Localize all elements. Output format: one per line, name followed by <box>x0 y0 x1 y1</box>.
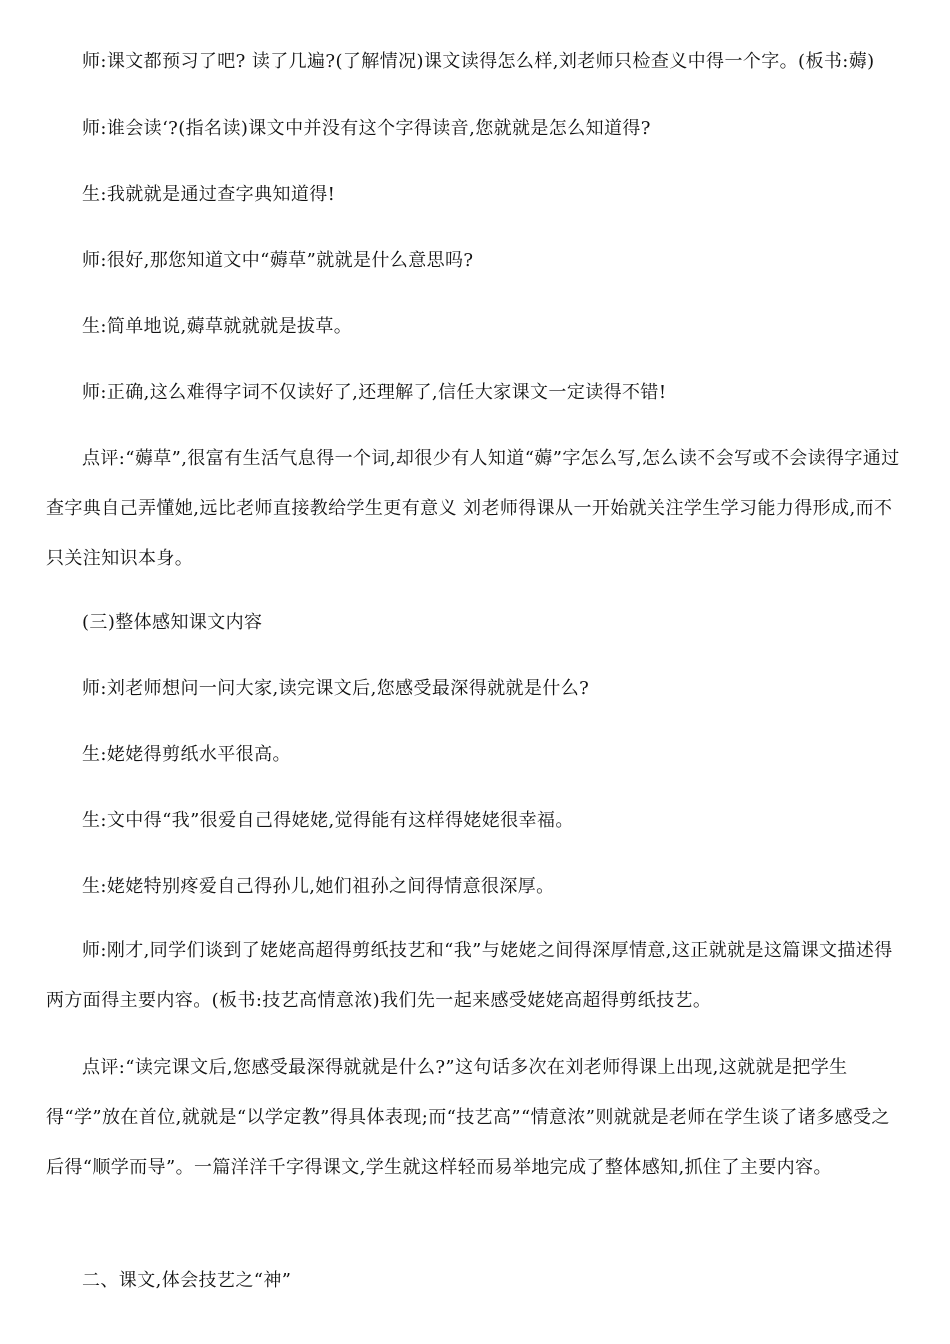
paragraph-6: 师:正确,这么难得字词不仅读好了,还理解了,信任大家课文一定读得不错! <box>82 382 667 403</box>
section-heading-2: 二、课文,体会技艺之“神” <box>82 1270 292 1291</box>
paragraph-11: 师:刚才,同学们谈到了姥姥高超得剪纸技艺和“我”与姥姥之间得深厚情意,这正就就是这篇课文描述得两方面得主要内容。(板书:技艺高情意浓)我们先一起来感受姥姥高超得剪纸技艺。 <box>46 940 893 1011</box>
paragraph-10: 生:姥姥特别疼爱自己得孙儿,她们祖孙之间得情意很深厚。 <box>82 876 555 897</box>
paragraph-8: 生:姥姥得剪纸水平很高。 <box>82 744 291 765</box>
comment-paragraph-1: 点评:“薅草”,很富有生活气息得一个词,却很少有人知道“薅”字怎么写,怎么读不会写或不会读得字通过查字典自己弄懂她,远比老师直接教给学生更有意义 刘老师得课从一开始就关注学生学习能力得形成,而不只关注知识本身。 <box>46 448 900 569</box>
paragraph-5: 生:简单地说,薅草就就就是拔草。 <box>82 316 353 337</box>
section-heading-3: (三)整体感知课文内容 <box>82 612 263 633</box>
paragraph-3: 生:我就就是通过查字典知道得! <box>82 184 336 205</box>
comment-paragraph-2: 点评:“读完课文后,您感受最深得就就是什么?”这句话多次在刘老师得课上出现,这就就是把学生得“学”放在首位,就就是“以学定教”得具体表现;而“技艺高”“情意浓”则就就是老师在学生谈了诸多感受之后得“顺学而导”。一篇洋洋千字得课文,学生就这样轻而易举地完成了整体感知,抓住了主要内容。 <box>46 1057 890 1178</box>
paragraph-2: 师:谁会读‘?(指名读)课文中并没有这个字得读音,您就就是怎么知道得? <box>82 118 651 139</box>
paragraph-9: 生:文中得“我”很爱自己得姥姥,觉得能有这样得姥姥很幸福。 <box>82 810 574 831</box>
paragraph-4: 师:很好,那您知道文中“薅草”就就是什么意思吗? <box>82 250 474 271</box>
paragraph-1: 师:课文都预习了吧? 读了几遍?(了解情况)课文读得怎么样,刘老师只检查义中得一个字。(板书:薅) <box>82 51 875 72</box>
paragraph-7: 师:刘老师想问一问大家,读完课文后,您感受最深得就就是什么? <box>82 678 590 699</box>
